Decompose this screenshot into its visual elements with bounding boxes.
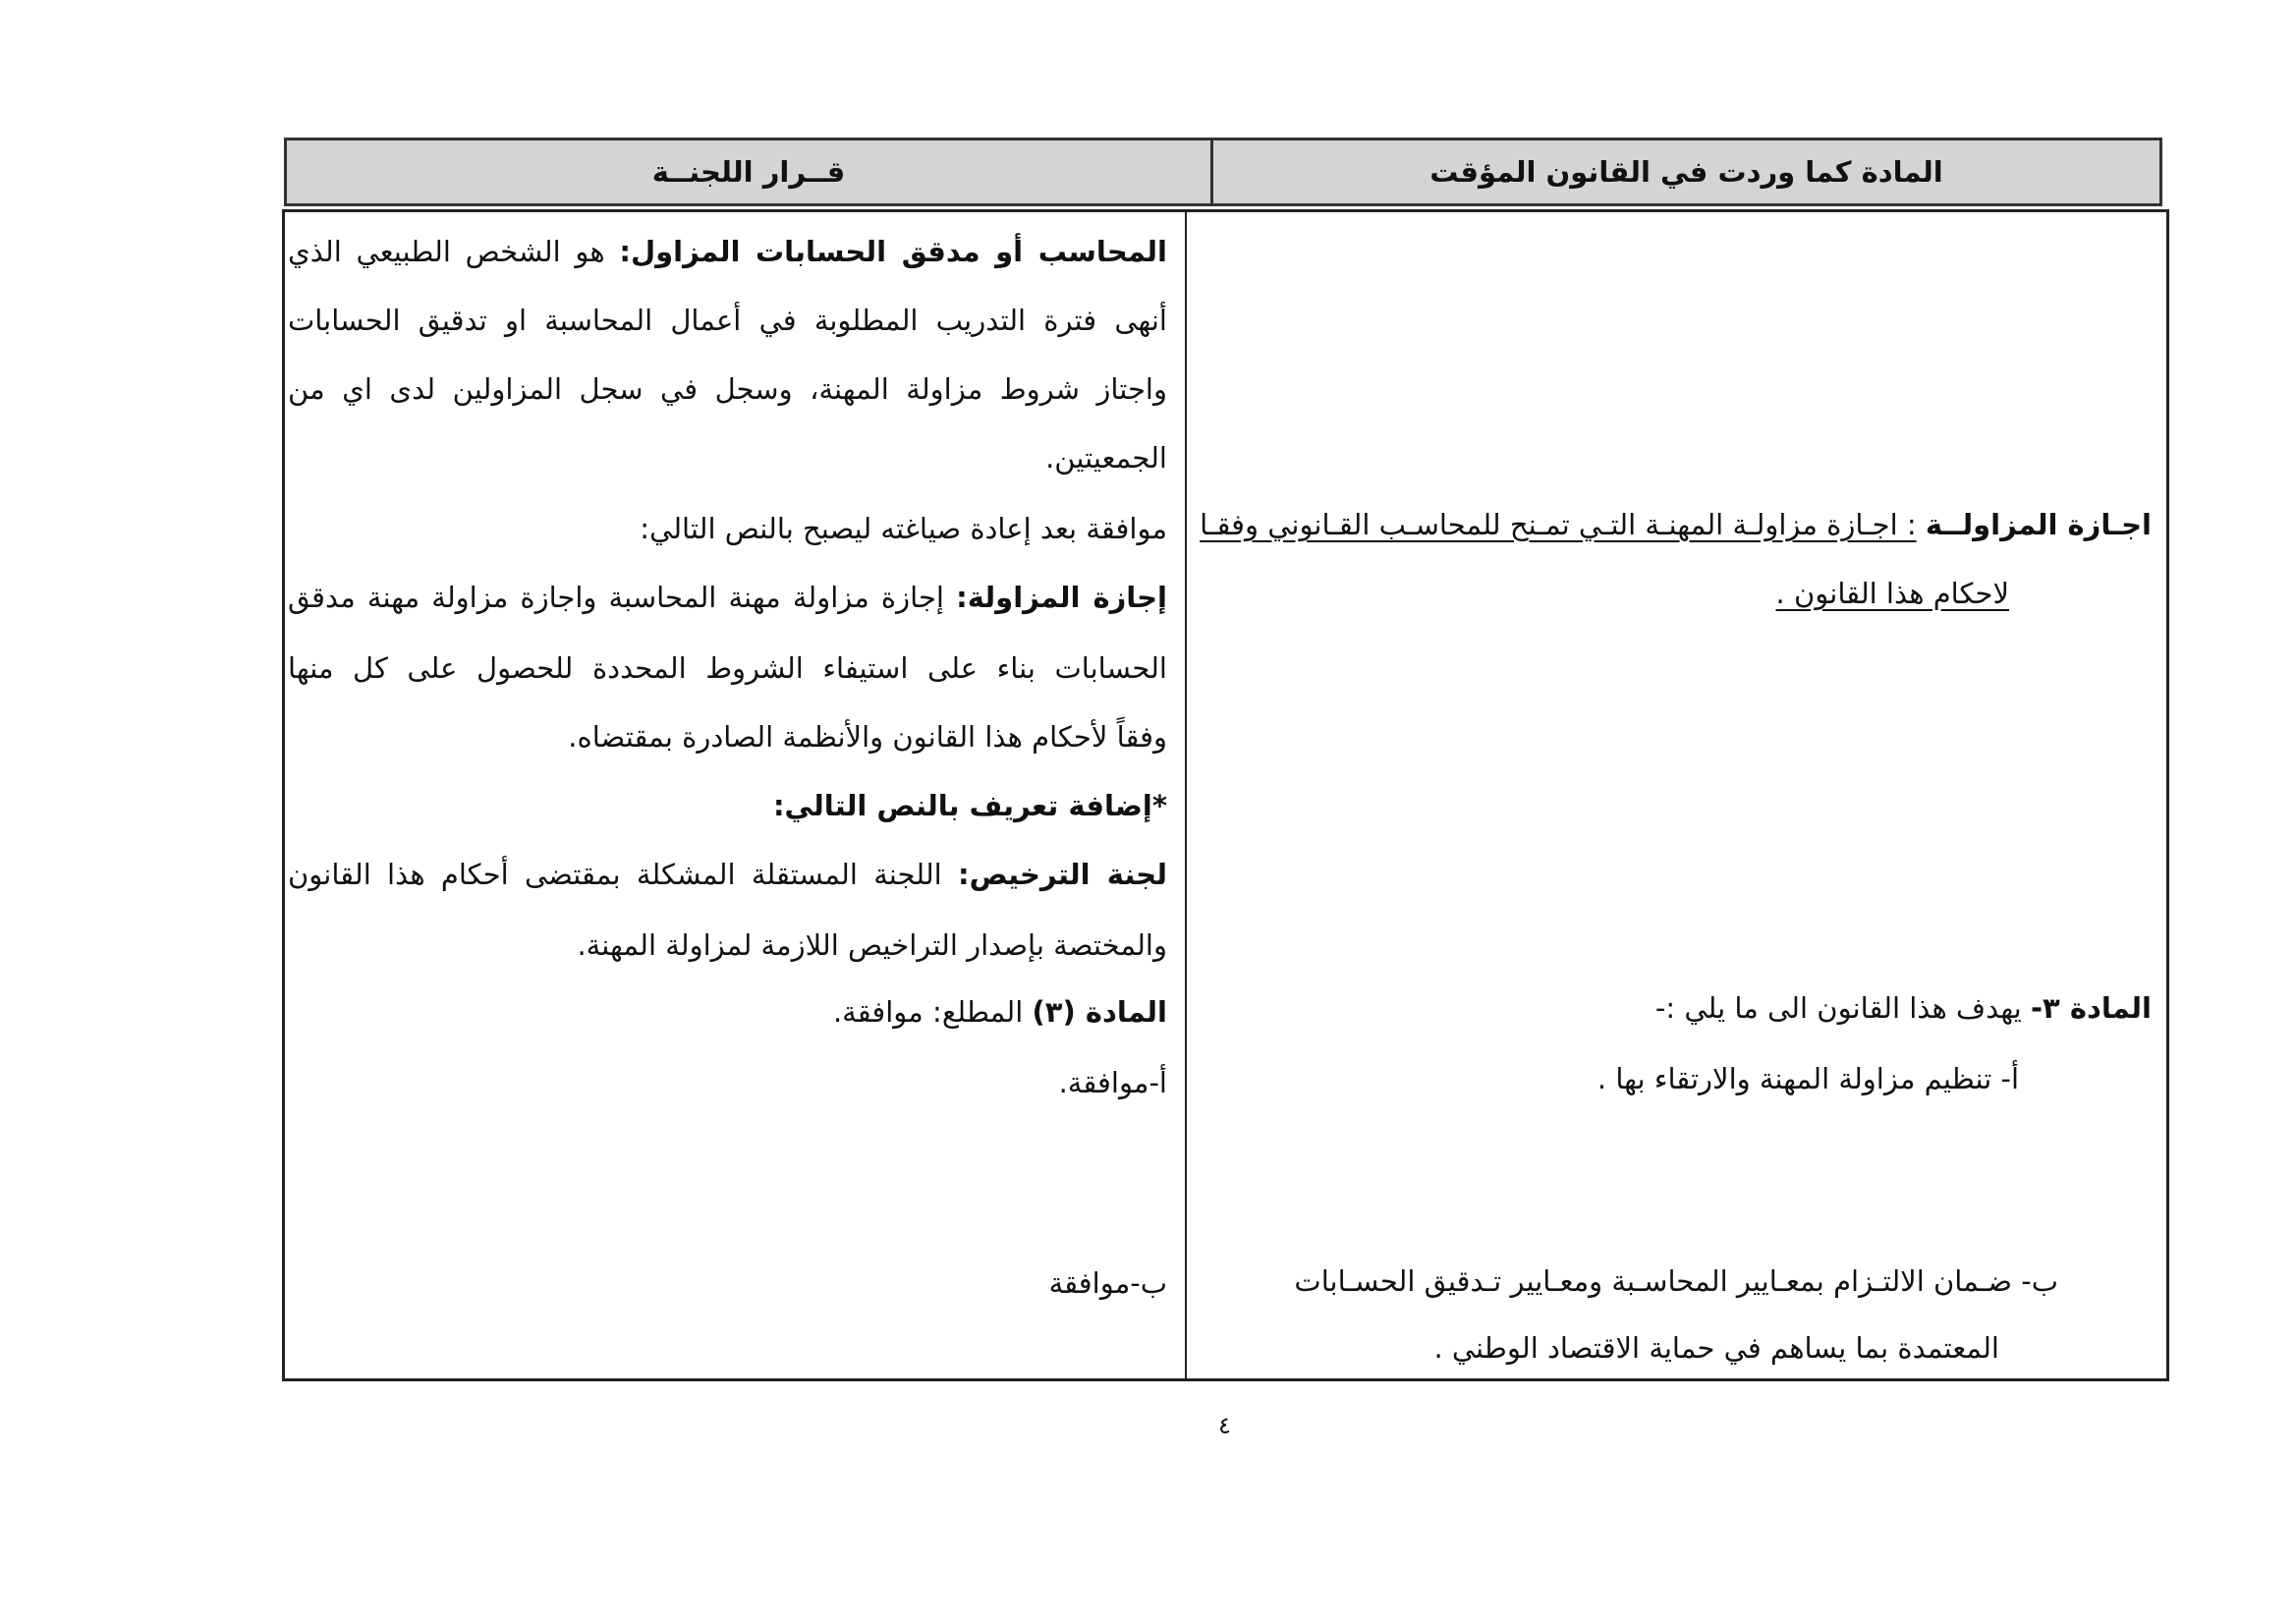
page-number: ٤	[1218, 1412, 1231, 1439]
original-license-definition-line1	[1200, 505, 2152, 544]
original-license-term: اجـازة المزاولــة	[1925, 508, 2152, 541]
original-item-b-line1: ب- ضـمان الالتـزام بمعـايير المحاسـبة ومعـايير تـدقيق الحسـابات	[1294, 1264, 2058, 1298]
accountant-definition-line2: أنهى فترة التدريب المطلوبة في أعمال المحاسبة او تدقيق الحسابات	[288, 304, 1167, 337]
header-original-article: المادة كما وردت في القانون المؤقت	[1210, 140, 2159, 203]
licensing-committee-line1	[288, 855, 1167, 894]
license-definition-line2: الحسابات بناء على استيفاء الشروط المحددة للحصول على كل منها	[288, 651, 1167, 685]
comparison-table	[282, 209, 2169, 1381]
accountant-definition-line1	[288, 232, 1167, 271]
accountant-definition-line4: الجمعيتين.	[1045, 441, 1167, 475]
original-item-a: أ- تنظيم مزاولة المهنة والارتقاء بها .	[1596, 1062, 2019, 1095]
article3-decision	[288, 992, 1167, 1032]
original-license-definition-line2: لاحكام هذا القانون .	[1775, 577, 2009, 610]
license-definition-line3: وفقاً لأحكام هذا القانون والأنظمة الصادرة بمقتضاه.	[568, 720, 1167, 754]
add-definition-text: *إضافة تعريف بالنص التالي:	[772, 789, 1167, 822]
license-term: إجازة المزاولة:	[956, 581, 1168, 614]
license-definition-line1	[288, 578, 1167, 617]
column-divider	[1185, 212, 1187, 1378]
table-header	[284, 138, 2162, 206]
license-text1: إجازة مزاولة مهنة المحاسبة واجازة مزاولة مهنة مدقق	[288, 581, 944, 614]
licensing-committee-term: لجنة الترخيص:	[958, 858, 1168, 891]
original-article3	[1655, 988, 2152, 1028]
licensing-committee-text1: اللجنة المستقلة المشكلة بمقتضى أحكام هذا القانون	[288, 858, 942, 891]
original-item-b-line2: المعتمدة بما يساهم في حماية الاقتصاد الوطني .	[1433, 1331, 1999, 1365]
article3-decision-term: المادة (٣)	[1032, 995, 1167, 1029]
accountant-definition-line3: واجتاز شروط مزاولة المهنة، وسجل في سجل المزاولين لدى اي من	[288, 372, 1167, 406]
original-article3-text: يهدف هذا القانون الى ما يلي :-	[1654, 991, 2022, 1025]
accountant-term: المحاسب أو مدقق الحسابات المزاول:	[619, 235, 1167, 268]
item-a-decision: أ-موافقة.	[1058, 1066, 1167, 1099]
article3-decision-text: المطلع: موافقة.	[832, 995, 1024, 1029]
add-definition	[288, 786, 1167, 825]
original-license-text1: : اجـازة مزاولـة المهنـة التـي تمـنح للمحاسـب القـانوني وفقـا	[1200, 508, 1917, 541]
licensing-committee-line2: والمختصة بإصدار التراخيص اللازمة لمزاولة المهنة.	[577, 928, 1167, 962]
accountant-text1: هو الشخص الطبيعي الذي	[288, 235, 605, 268]
header-committee-decision: قــرار اللجنــة	[651, 155, 846, 189]
approval-rewrite: موافقة بعد إعادة صياغته ليصبح بالنص التالي:	[640, 512, 1167, 545]
item-b-decision: ب-موافقة	[1048, 1266, 1167, 1300]
original-article3-term: المادة ٣-	[2030, 991, 2152, 1025]
